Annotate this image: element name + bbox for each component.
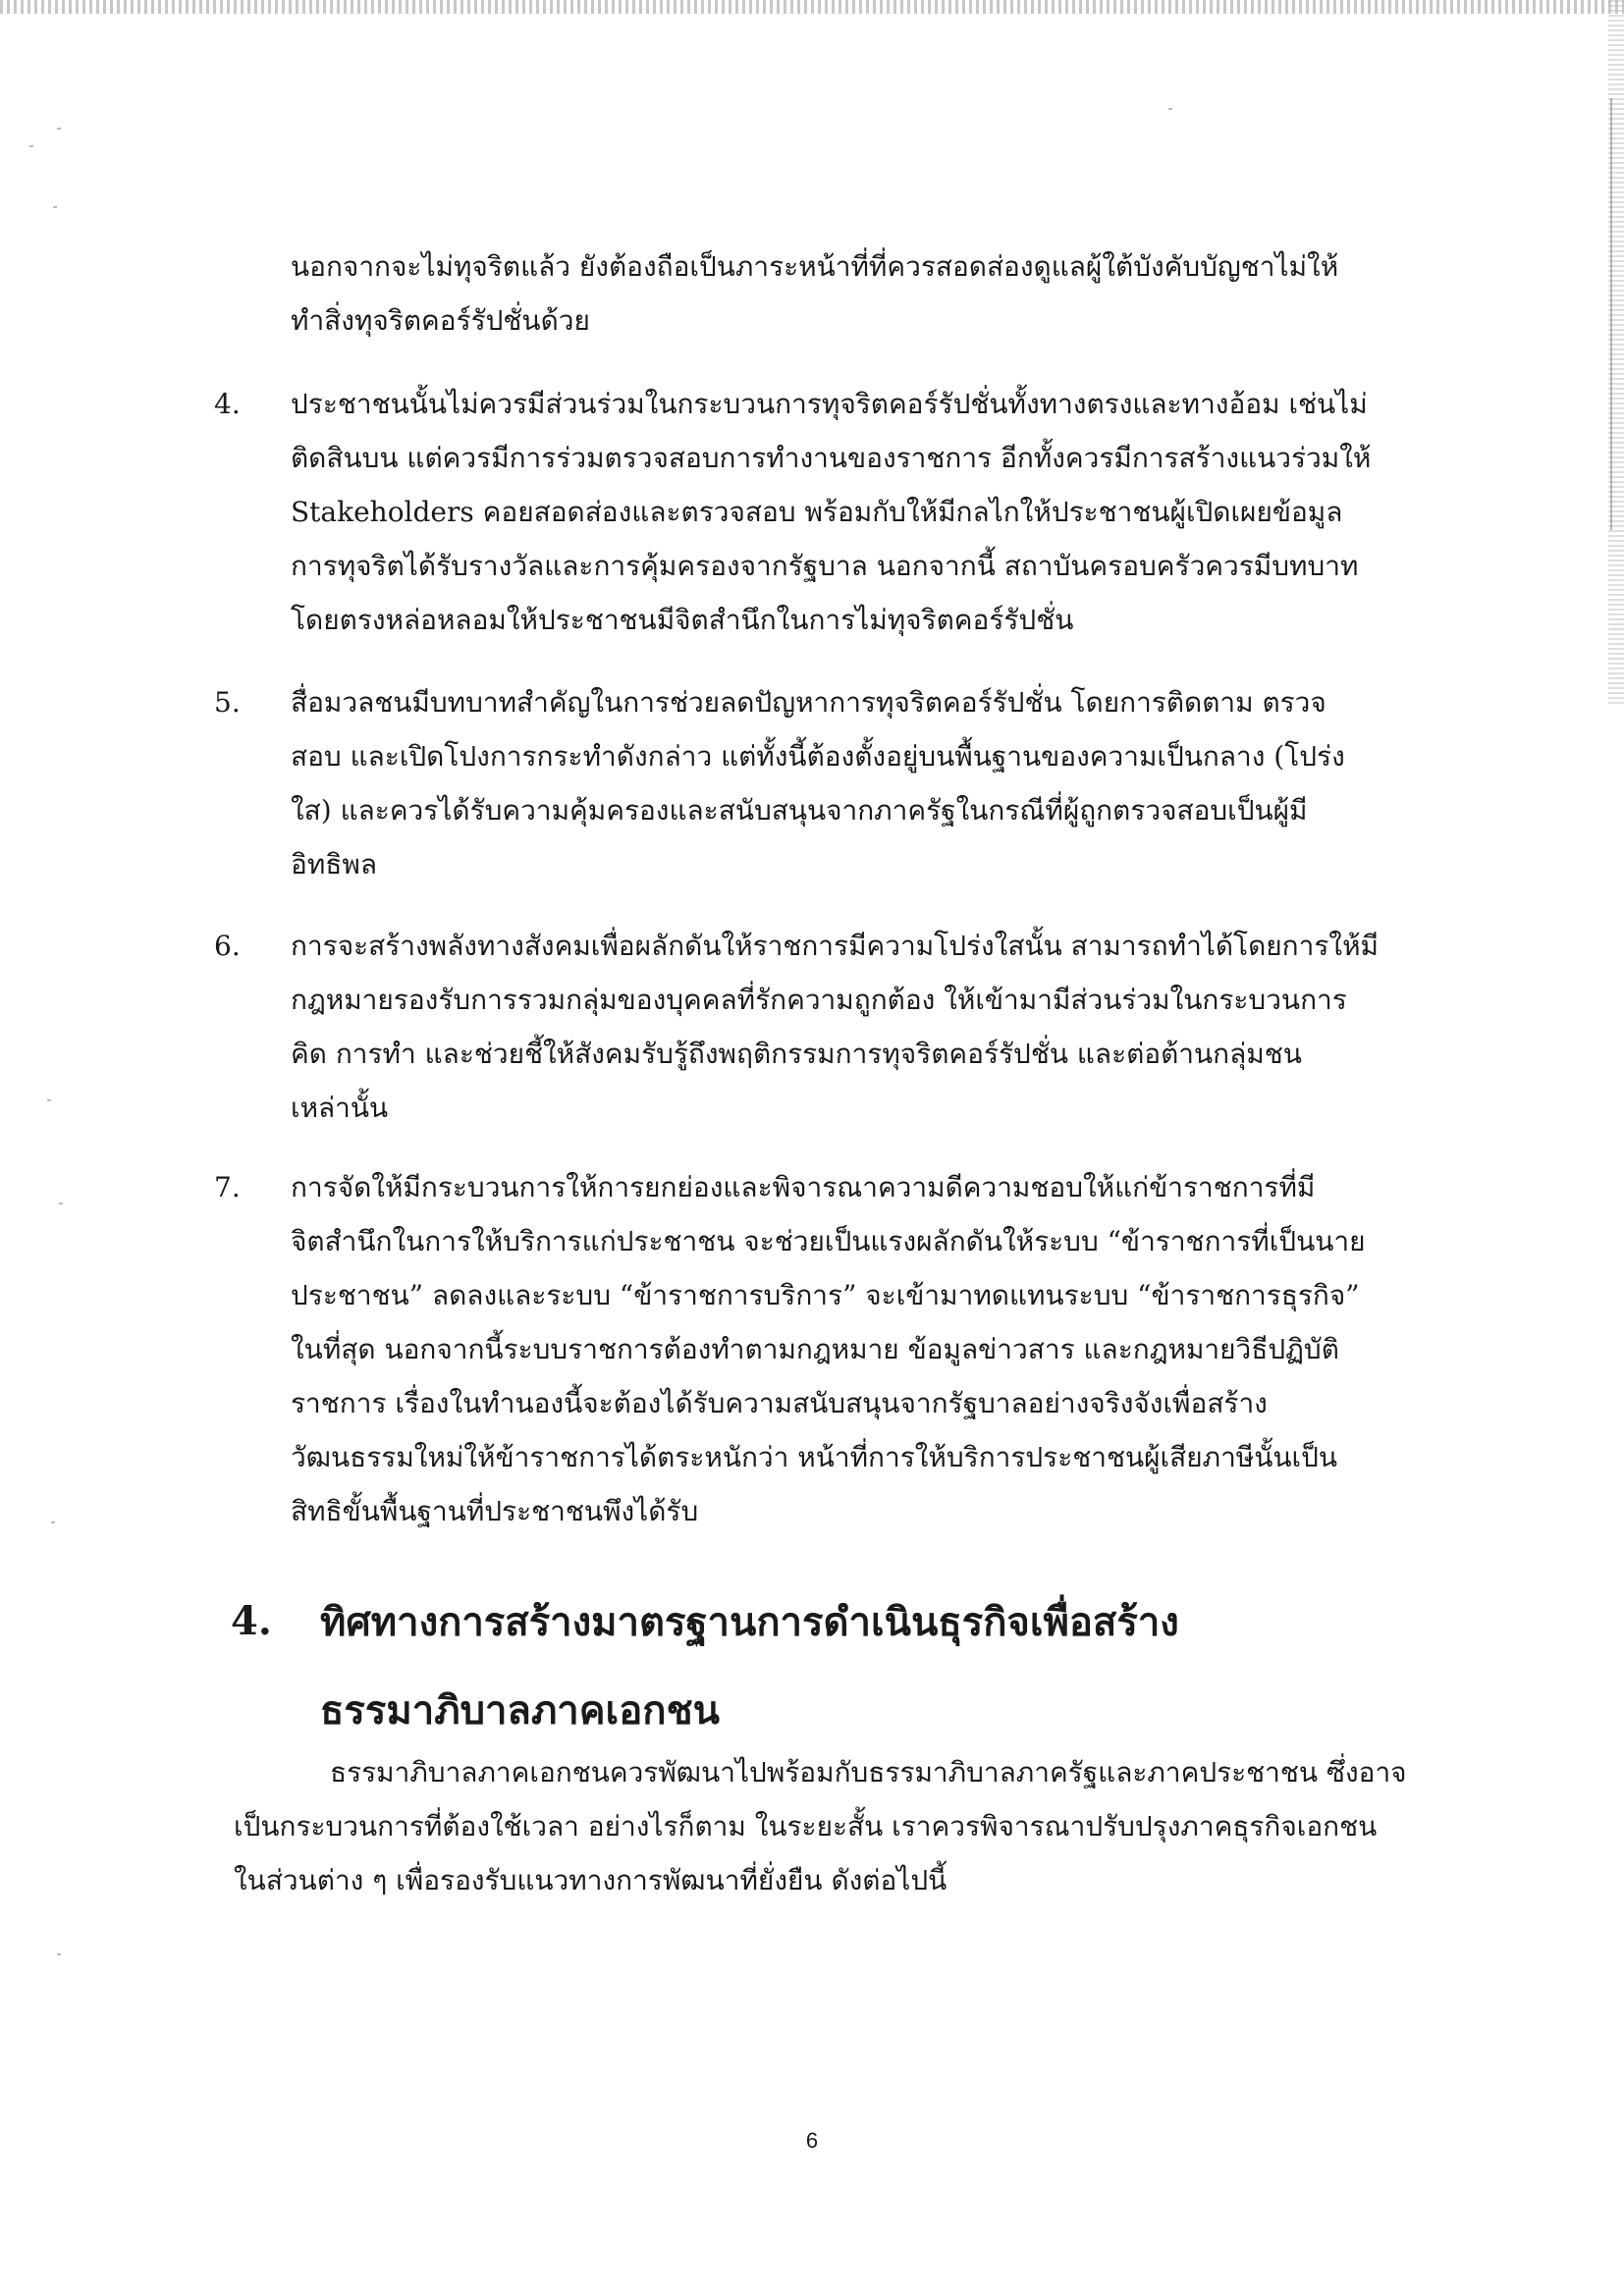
text-line: ในส่วนต่าง ๆ เพื่อรองรับแนวทางการพัฒนาที่ยั่งยืน ดังต่อไปนี้ — [234, 1864, 947, 1896]
text-line: อิทธิพล — [291, 848, 377, 881]
page-number: 6 — [805, 2128, 819, 2153]
scan-speck — [47, 1099, 51, 1101]
scan-speck — [57, 1953, 61, 1955]
list-item-text — [291, 1160, 1366, 1538]
section-title-line: ธรรมาภิบาลภาคเอกชน — [320, 1687, 720, 1734]
section-body-paragraph — [234, 1745, 1407, 1907]
scan-speck — [51, 1522, 55, 1523]
text-line: จิตสำนึกในการให้บริการแก่ประชาชน จะช่วยเป็นแรงผลักดันให้ระบบ “ข้าราชการที่เป็นนาย — [291, 1225, 1366, 1257]
scan-edge-line — [1610, 98, 1612, 530]
list-item-text — [291, 377, 1371, 647]
continuation-paragraph — [291, 240, 1338, 347]
text-line: กฎหมายรองรับการรวมกลุ่มของบุคคลที่รักความถูกต้อง ให้เข้ามามีส่วนร่วมในกระบวนการ — [291, 984, 1347, 1016]
text-line: ประชาชนนั้นไม่ควรมีส่วนร่วมในกระบวนการทุจริตคอร์รัปชั่นทั้งทางตรงและทางอ้อม เช่นไม่ — [291, 388, 1368, 420]
list-item-text — [291, 675, 1345, 891]
text-line: ทำสิ่งทุจริตคอร์รัปชั่นด้วย — [291, 304, 590, 337]
text-line: ใส) และควรได้รับความคุ้มครองและสนับสนุนจากภาครัฐในกรณีที่ผู้ถูกตรวจสอบเป็นผู้มี — [291, 794, 1308, 827]
section-title — [320, 1578, 1179, 1755]
scan-edge-top — [0, 0, 1624, 14]
list-item-number: 7. — [214, 1171, 241, 1203]
list-item-number: 4. — [214, 388, 241, 420]
text-line: Stakeholders คอยสอดส่องและตรวจสอบ พร้อมกับให้มีกลไกให้ประชาชนผู้เปิดเผยข้อมูล — [291, 496, 1343, 528]
text-line: การจะสร้างพลังทางสังคมเพื่อผลักดันให้ราชการมีความโปร่งใสนั้น สามารถทำได้โดยการให้มี — [291, 930, 1379, 962]
text-line: ในที่สุด นอกจากนี้ระบบราชการต้องทำตามกฎหมาย ข้อมูลข่าวสาร และกฎหมายวิธีปฏิบัติ — [291, 1333, 1339, 1365]
text-line: โดยตรงหล่อหลอมให้ประชาชนมีจิตสำนึกในการไม่ทุจริตคอร์รัปชั่น — [291, 604, 1074, 636]
scan-speck — [53, 206, 57, 208]
list-item-text — [291, 919, 1379, 1135]
section-number: 4. — [231, 1598, 272, 1644]
text-line: สอบ และเปิดโปงการกระทำดังกล่าว แต่ทั้งนี้ต้องตั้งอยู่บนพื้นฐานของความเป็นกลาง (โปร่ง — [291, 740, 1345, 773]
text-line: สิทธิขั้นพื้นฐานที่ประชาชนพึงได้รับ — [291, 1495, 699, 1527]
scan-speck — [1168, 108, 1172, 110]
text-line: ติดสินบน แต่ควรมีการร่วมตรวจสอบการทำงานของราชการ อีกทั้งควรมีการสร้างแนวร่วมให้ — [291, 442, 1372, 474]
text-line: วัฒนธรรมใหม่ให้ข้าราชการได้ตระหนักว่า หน้าที่การให้บริการประชาชนผู้เสียภาษีนั้นเป็น — [291, 1441, 1338, 1473]
text-line: เหล่านั้น — [291, 1092, 389, 1124]
text-line: เป็นกระบวนการที่ต้องใช้เวลา อย่างไรก็ตาม ในระยะสั้น เราควรพิจารณาปรับปรุงภาคธุรกิจเอกชน — [234, 1810, 1378, 1842]
text-line: การจัดให้มีกระบวนการให้การยกย่องและพิจารณาความดีความชอบให้แก่ข้าราชการที่มี — [291, 1171, 1316, 1203]
scan-speck — [29, 145, 33, 147]
list-item-number: 6. — [214, 930, 241, 962]
scan-speck — [57, 128, 61, 130]
text-line: การทุจริตได้รับรางวัลและการคุ้มครองจากรัฐบาล นอกจากนี้ สถาบันครอบครัวควรมีบทบาท — [291, 550, 1359, 582]
text-line: คิด การทำ และช่วยชี้ให้สังคมรับรู้ถึงพฤติกรรมการทุจริตคอร์รัปชั่น และต่อต้านกลุ่มชน — [291, 1038, 1302, 1070]
text-line: ประชาชน” ลดลงและระบบ “ข้าราชการบริการ” จะเข้ามาทดแทนระบบ “ข้าราชการธุรกิจ” — [291, 1279, 1360, 1311]
text-line: สื่อมวลชนมีบทบาทสำคัญในการช่วยลดปัญหาการทุจริตคอร์รัปชั่น โดยการติดตาม ตรวจ — [291, 686, 1326, 719]
text-line: นอกจากจะไม่ทุจริตแล้ว ยังต้องถือเป็นภาระหน้าที่ที่ควรสอดส่องดูแลผู้ใต้บังคับบัญชาไม่ให้ — [291, 250, 1339, 283]
text-line: ธรรมาภิบาลภาคเอกชนควรพัฒนาไปพร้อมกับธรรมาภิบาลภาครัฐและภาคประชาชน ซึ่งอาจ — [330, 1756, 1407, 1789]
text-line: ราชการ เรื่องในทำนองนี้จะต้องได้รับความสนับสนุนจากรัฐบาลอย่างจริงจังเพื่อสร้าง — [291, 1387, 1268, 1419]
section-title-line: ทิศทางการสร้างมาตรฐานการดำเนินธุรกิจเพื่อสร้าง — [320, 1599, 1179, 1645]
scan-speck — [59, 1202, 63, 1204]
list-item-number: 5. — [214, 686, 241, 719]
